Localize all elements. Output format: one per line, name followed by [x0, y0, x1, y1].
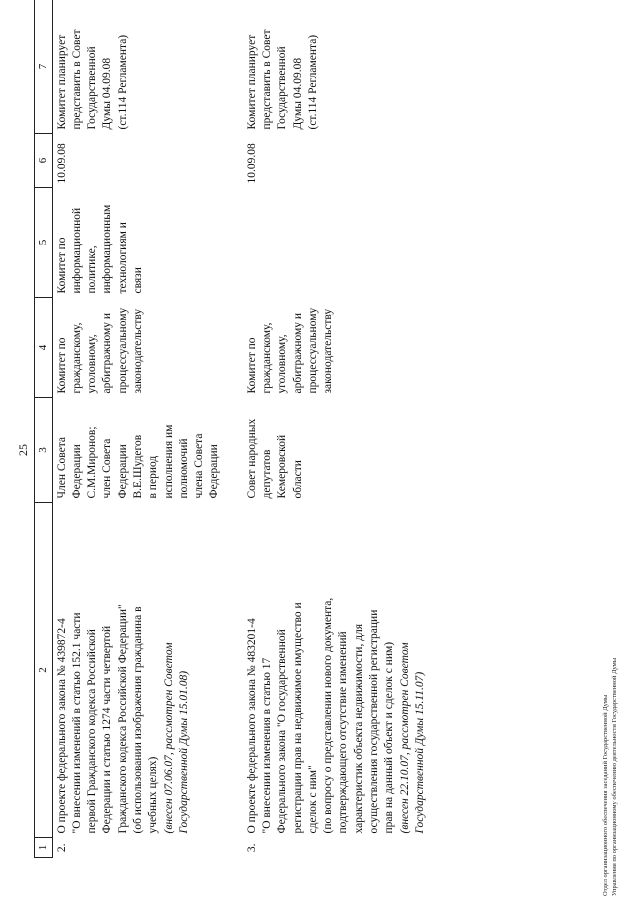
bill-title: О проекте федерального закона № 483201-4 "О внесении изменения в статью 17 Федерального закона "О государственной регистрации прав на недвижимое имущество и сделок с ним" (по вопросу о представлении нового документа, подтверждающего отсутствие изменений характеристик объекта недвижимости, для осуществления государственной регистрации прав на данный объект и сделок с ним) — [245, 597, 396, 834]
bill-note: (внесен 07.06.07, рассмотрен Советом Государственной Думы 15.01.08) — [162, 642, 190, 834]
row-number: 3. — [245, 843, 258, 853]
row-separator — [225, 0, 243, 858]
bill-status: Комитет планирует представить в Совет Государственной Думы 04.09.08 (ст.114 Регламента) — [55, 29, 129, 130]
bill-status: Комитет планирует представить в Совет Государственной Думы 04.09.08 (ст.114 Регламента) — [245, 29, 319, 130]
bill-author: Член Совета Федерации С.М.Миронов; член Совета Федерации В.Е.Шудегов в период исполнения им полномочий члена Совета Федерации — [55, 424, 221, 499]
footer — [602, 658, 620, 896]
page-number: 25 — [16, 444, 30, 456]
col-header-6: 6 — [35, 134, 53, 188]
footer-line-1: Отдел организационного обеспечения заседаний Государственной Думы — [602, 694, 610, 896]
bill-author: Совет народных депутатов Кемеровской области — [245, 418, 304, 499]
col-header-7: 7 — [35, 0, 53, 134]
bill-note: (внесен 22.10.07, рассмотрен Советом Государственной Думы 15.11.07) — [398, 642, 426, 834]
co-committee — [243, 188, 430, 298]
responsible-committee: Комитет по гражданскому, уголовному, арбитражному и процессуальному законодательству — [245, 307, 335, 394]
plan-date: 10.09.08 — [245, 143, 258, 184]
co-committee: Комитет по информационной политике, информационным технологиям и связи — [55, 204, 145, 294]
header-row — [35, 0, 53, 858]
table-row — [52, 0, 225, 858]
col-header-2: 2 — [35, 503, 53, 838]
row-number: 2. — [55, 843, 68, 853]
col-header-3: 3 — [35, 398, 53, 503]
footer-line-2: Управления по организационному обеспечению деятельности Государственной Думы — [611, 657, 619, 896]
col-header-5: 5 — [35, 188, 53, 298]
col-header-1: 1 — [35, 838, 53, 858]
bill-title: О проекте федерального закона № 439872-4 "О внесении изменений в статью 152.1 части первой Гражданского кодекса Российской Федерации и статью 1274 части четвертой Гражданского кодекса Российской Федерации" (об использовании изображения гражданина в учебных целях) — [55, 604, 160, 834]
bill-description — [243, 503, 430, 838]
bills-table — [34, 0, 430, 858]
plan-date: 10.09.08 — [55, 143, 68, 184]
col-header-4: 4 — [35, 298, 53, 398]
bill-description — [52, 503, 225, 838]
table-row — [243, 0, 430, 858]
responsible-committee: Комитет по гражданскому, уголовному, арбитражному и процессуальному законодательству — [55, 307, 145, 394]
